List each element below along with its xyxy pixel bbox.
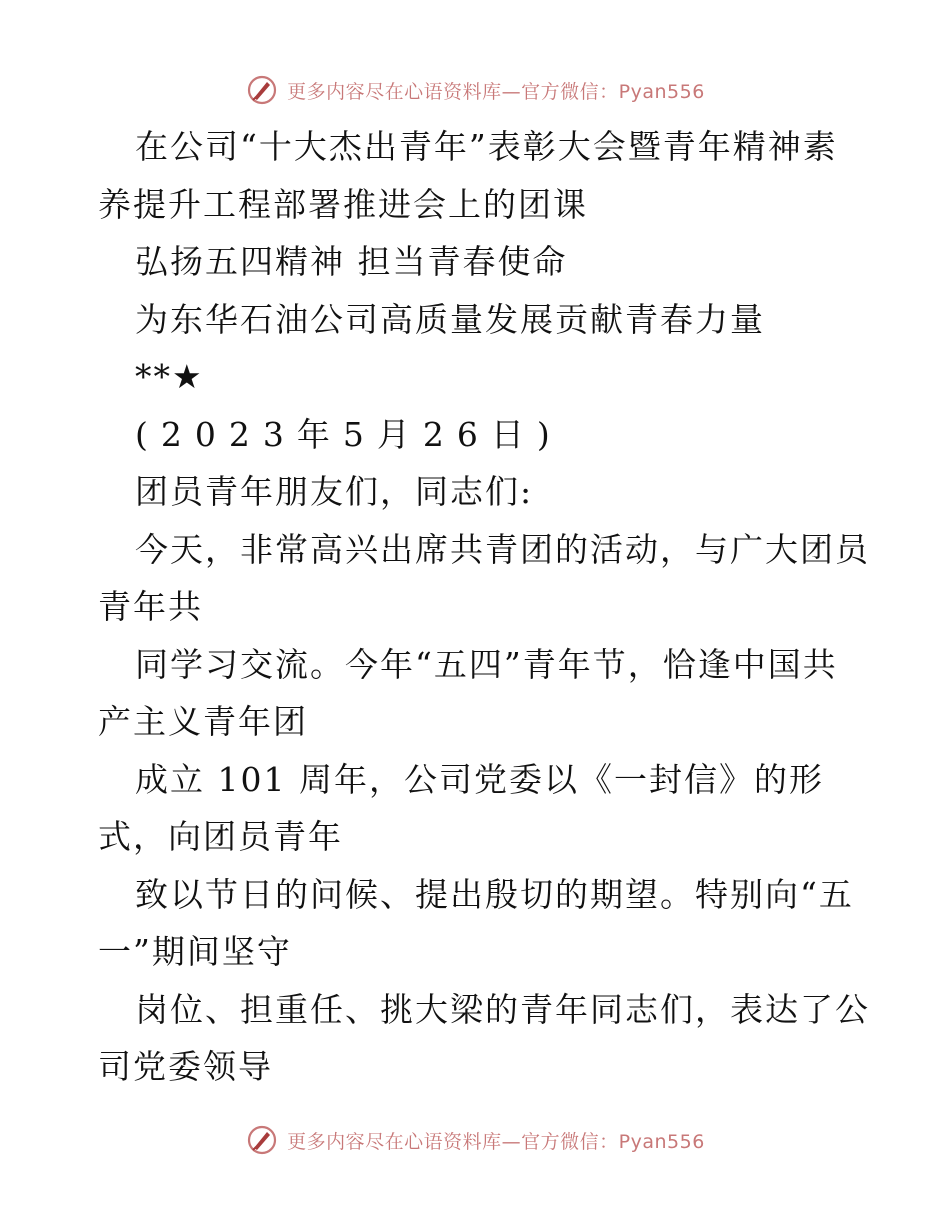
- paragraph-line: 青年共: [98, 587, 203, 626]
- paragraph-line: 同学习交流。今年“五四”青年节，恰逢中国共: [135, 644, 838, 684]
- title-line-1: 在公司“十大杰出青年”表彰大会暨青年精神素: [135, 127, 838, 166]
- subtitle-line-1: 弘扬五四精神 担当青春使命: [135, 242, 568, 281]
- salutation: 团员青年朋友们，同志们:: [135, 472, 534, 511]
- paragraph-line: 岗位、担重任、挑大梁的青年同志们，表达了公: [135, 989, 870, 1029]
- watermark-text: 更多内容尽在心语资料库—官方微信：Pyan556: [287, 80, 705, 103]
- date-line: (2023年5月26日): [135, 414, 563, 454]
- paragraph-line: 司党委领导: [98, 1047, 273, 1086]
- paragraph-line: 产主义青年团: [98, 702, 308, 741]
- header-watermark: [0, 70, 950, 110]
- feather-pen-circle-icon: [245, 73, 279, 107]
- paragraph-line: 式，向团员青年: [98, 817, 343, 856]
- feather-pen-circle-icon: [245, 1123, 279, 1157]
- paragraph-line: 一”期间坚守: [98, 932, 292, 971]
- watermark-text: 更多内容尽在心语资料库—官方微信：Pyan556: [287, 1130, 705, 1153]
- document-body: [98, 118, 870, 1096]
- author-line: **★: [135, 357, 204, 396]
- paragraph-line: 成立 101 周年，公司党委以《一封信》的形: [135, 759, 824, 799]
- paragraph-line: 致以节日的问候、提出殷切的期望。特别向“五: [135, 874, 854, 914]
- paragraph-line: 今天，非常高兴出席共青团的活动，与广大团员: [135, 529, 870, 569]
- subtitle-line-2: 为东华石油公司高质量发展贡献青春力量: [135, 299, 765, 339]
- footer-watermark: [0, 1120, 950, 1160]
- title-line-2: 养提升工程部署推进会上的团课: [98, 184, 588, 224]
